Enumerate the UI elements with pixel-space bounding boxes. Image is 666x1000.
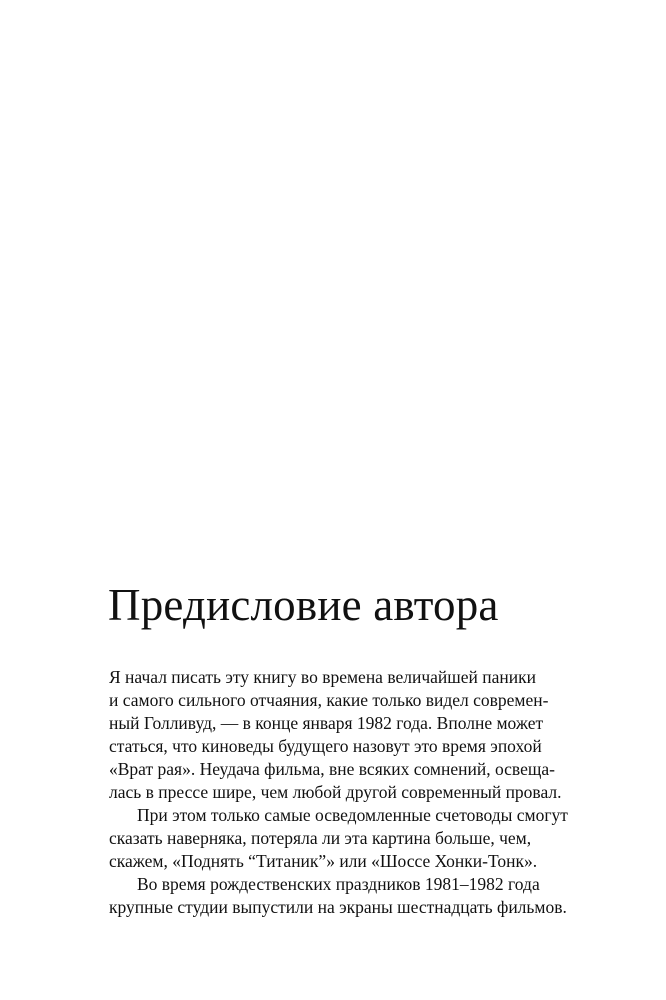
- text-line: скажем, «Поднять “Титаник”» или «Шоссе Хонки-Тонк».: [109, 851, 538, 871]
- paragraph-2: [109, 804, 579, 873]
- text-line: Во время рождественских праздников 1981–1982 года: [137, 874, 540, 894]
- text-line: ный Голливуд, — в конце января 1982 года. Вполне может: [109, 713, 544, 733]
- paragraph-1: [109, 666, 579, 804]
- text-line: и самого сильного отчаяния, какие только видел современ-: [109, 690, 549, 710]
- text-line: «Врат рая». Неудача фильма, вне всяких сомнений, освеща-: [109, 759, 555, 779]
- chapter-title: Предисловие автора: [108, 580, 499, 630]
- text-line: Я начал писать эту книгу во времена величайшей паники: [109, 667, 536, 687]
- text-line: сказать наверняка, потеряла ли эта картина больше, чем,: [109, 828, 532, 848]
- text-line: При этом только самые осведомленные счетоводы смогут: [137, 805, 568, 825]
- paragraph-3: [109, 873, 579, 919]
- text-line: крупные студии выпустили на экраны шестнадцать фильмов.: [109, 897, 567, 917]
- text-line: статься, что киноведы будущего назовут это время эпохой: [109, 736, 542, 756]
- text-line: лась в прессе шире, чем любой другой современный провал.: [109, 782, 562, 802]
- body-text: [109, 666, 579, 919]
